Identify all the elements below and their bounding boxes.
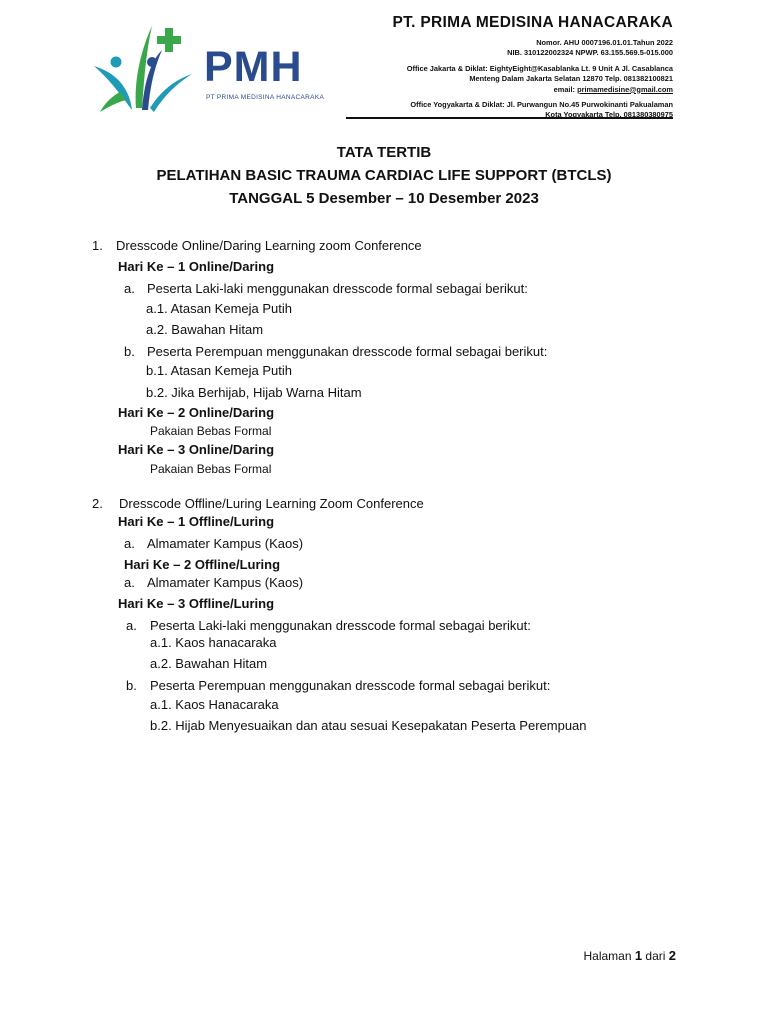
- office-jakarta-line-2: Menteng Dalam Jakarta Selatan 12870 Telp. 081382100821: [469, 74, 673, 84]
- office-yogya-line-1: Office Yogyakarta & Diklat: Jl. Purwangun No.45 Purwokinanti Pakualaman: [410, 100, 673, 110]
- section-2-day-3-b1: a.1. Kaos Hanacaraka: [150, 697, 279, 712]
- title-line-2: PELATIHAN BASIC TRAUMA CARDIAC LIFE SUPPORT (BTCLS): [156, 167, 612, 184]
- section-2-day-3-b-text: Peserta Perempuan menggunakan dresscode formal sebagai berikut:: [150, 678, 551, 693]
- page-footer: [583, 948, 676, 963]
- document-title-block: [0, 141, 768, 210]
- section-1-title: Dresscode Online/Daring Learning zoom Conference: [116, 238, 422, 253]
- logo-wordmark: PMH: [204, 43, 303, 91]
- section-2-day-3-heading: Hari Ke – 3 Offline/Luring: [118, 596, 275, 611]
- section-1-day-2-text: Pakaian Bebas Formal: [150, 424, 272, 438]
- legal-line-1: Nomor. AHU 0007196.01.01.Tahun 2022: [536, 38, 673, 47]
- section-1-day-1-b1: b.1. Atasan Kemeja Putih: [146, 363, 292, 378]
- section-2-day-3-b-marker: b.: [126, 678, 137, 693]
- section-2-day-2-a-marker: a.: [124, 575, 135, 590]
- section-2-day-1-a-text: Almamater Kampus (Kaos): [147, 536, 304, 551]
- section-1-day-1-a2: a.2. Bawahan Hitam: [146, 322, 264, 337]
- section-1-day-1-a-marker: a.: [124, 281, 135, 296]
- section-1-day-1-heading: Hari Ke – 1 Online/Daring: [118, 259, 275, 274]
- section-1-day-3-heading: Hari Ke – 3 Online/Daring: [118, 442, 275, 457]
- section-2-day-3-a1: a.1. Kaos hanacaraka: [150, 635, 277, 650]
- page-of-label: dari: [642, 949, 669, 963]
- company-logo: [90, 22, 340, 112]
- legal-line-2: NIB. 310122002324 NPWP. 63.155.569.5-015.000: [507, 48, 673, 58]
- email-label: email:: [553, 84, 578, 94]
- title-line-3: TANGGAL 5 Desember – 10 Desember 2023: [229, 190, 539, 207]
- section-1-day-1-a-text: Peserta Laki-laki menggunakan dresscode formal sebagai berikut:: [147, 281, 528, 296]
- company-info: [392, 14, 673, 121]
- section-2-number: 2.: [92, 496, 103, 511]
- header-divider: [346, 117, 673, 119]
- section-1-day-1-a1: a.1. Atasan Kemeja Putih: [146, 301, 292, 316]
- title-line-1: TATA TERTIB: [336, 144, 432, 161]
- logo-subtitle: PT PRIMA MEDISINA HANACARAKA: [206, 94, 325, 101]
- page-label: Halaman: [583, 949, 635, 963]
- section-1-number: 1.: [92, 238, 103, 253]
- section-1-day-2-heading: Hari Ke – 2 Online/Daring: [118, 405, 275, 420]
- page-current: 1: [634, 948, 643, 963]
- section-2-title: Dresscode Offline/Luring Learning Zoom Conference: [119, 496, 424, 511]
- page-total: 2: [668, 948, 676, 963]
- section-2-day-3-a2: a.2. Bawahan Hitam: [150, 656, 268, 671]
- section-2-day-2-a-text: Almamater Kampus (Kaos): [147, 575, 304, 590]
- section-1-day-1-b-text: Peserta Perempuan menggunakan dresscode formal sebagai berikut:: [147, 344, 548, 359]
- pmh-logo-icon: [90, 22, 208, 114]
- section-1-day-1-b-marker: b.: [124, 344, 135, 359]
- section-2-day-1-heading: Hari Ke – 1 Offline/Luring: [118, 514, 275, 529]
- section-2-day-3-a-text: Peserta Laki-laki menggunakan dresscode formal sebagai berikut:: [150, 618, 531, 633]
- email-link[interactable]: primamedisine@gmail.com: [577, 84, 673, 94]
- section-1-day-1-b2: b.2. Jika Berhijab, Hijab Warna Hitam: [146, 385, 362, 400]
- section-2-day-3-a-marker: a.: [126, 618, 137, 633]
- email-line: [392, 85, 673, 95]
- section-2-day-1-a-marker: a.: [124, 536, 135, 551]
- section-2-day-2-heading: Hari Ke – 2 Offline/Luring: [124, 557, 281, 572]
- company-name: PT. PRIMA MEDISINA HANACARAKA: [392, 14, 673, 31]
- section-2-day-3-b2: b.2. Hijab Menyesuaikan dan atau sesuai Kesepakatan Peserta Perempuan: [150, 718, 587, 733]
- office-yogya-line-2: Kota Yogyakarta Telp. 081380380975: [545, 110, 673, 120]
- section-1-day-3-text: Pakaian Bebas Formal: [150, 462, 272, 476]
- office-jakarta-line-1: Office Jakarta & Diklat: EightyEight@Kasablanka Lt. 9 Unit A Jl. Casablanca: [406, 63, 673, 73]
